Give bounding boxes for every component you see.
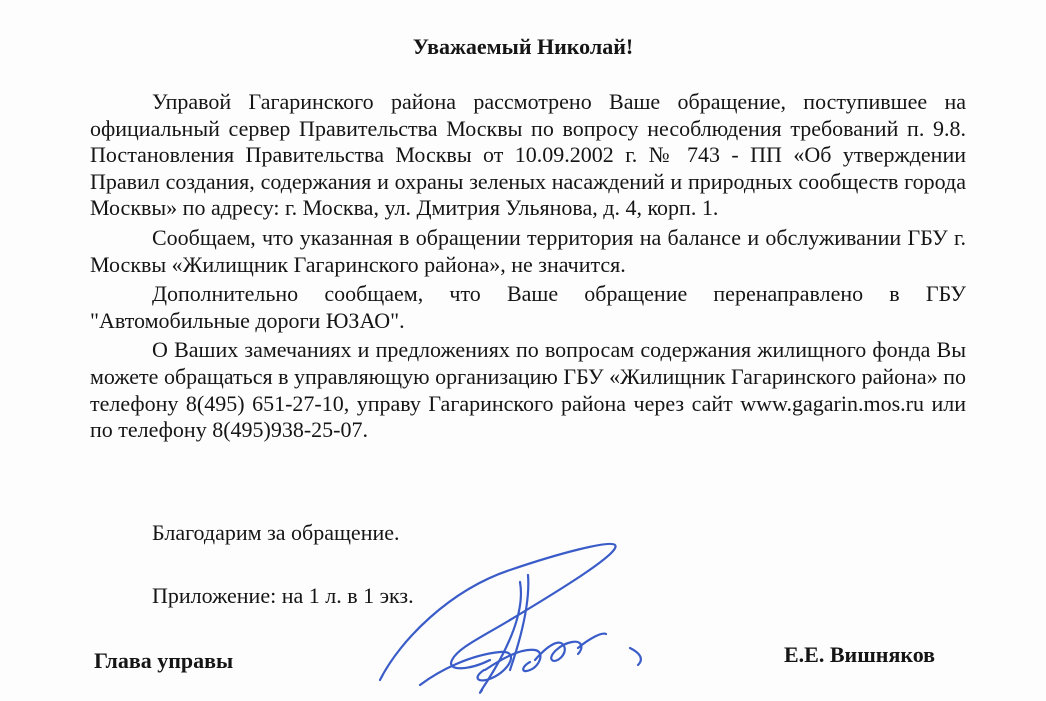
letter-greeting: Уважаемый Николай!	[412, 34, 634, 59]
letter-body	[90, 89, 966, 447]
signer-name: Е.Е. Вишняков	[784, 642, 936, 667]
paragraph-territory-status: Сообщаем, что указанная в обращении территория на балансе и обслуживании ГБУ г. Москвы «Жилищник Гагаринского района», не значится.	[90, 224, 966, 277]
letter-thanks: Благодарим за обращение.	[152, 520, 400, 545]
signature-icon	[360, 520, 690, 701]
paragraph-redirected: Дополнительно сообщаем, что Ваше обращение перенаправлено в ГБУ "Автомобильные дороги ЮЗАО".	[90, 281, 966, 333]
signer-position: Глава управы	[94, 648, 234, 673]
paragraph-contacts: О Ваших замечаниях и предложениях по вопросам содержания жилищного фонда Вы можете обращаться в управляющую организацию ГБУ «Жилищник Гагаринского района» по телефону 8(495) 651-27-10, управу Гагаринского района через сайт www.gagarin.mos.ru или по телефону 8(495)938-25-07.	[90, 337, 966, 443]
letter-appendix: Приложение: на 1 л. в 1 экз.	[152, 583, 414, 608]
paragraph-appeal-reviewed: Управой Гагаринского района рассмотрено Ваше обращение, поступившее на официальный сервер Правительства Москвы по вопросу несоблюдения требований п. 9.8. Постановления Правительства Москвы от 10.09.2002 г. № 743 - ПП «Об утверждении Правил создания, содержания и охраны зеленых насаждений и природных сообществ города Москвы» по адресу: г. Москва, ул. Дмитрия Ульянова, д. 4, корп. 1.	[90, 89, 966, 221]
